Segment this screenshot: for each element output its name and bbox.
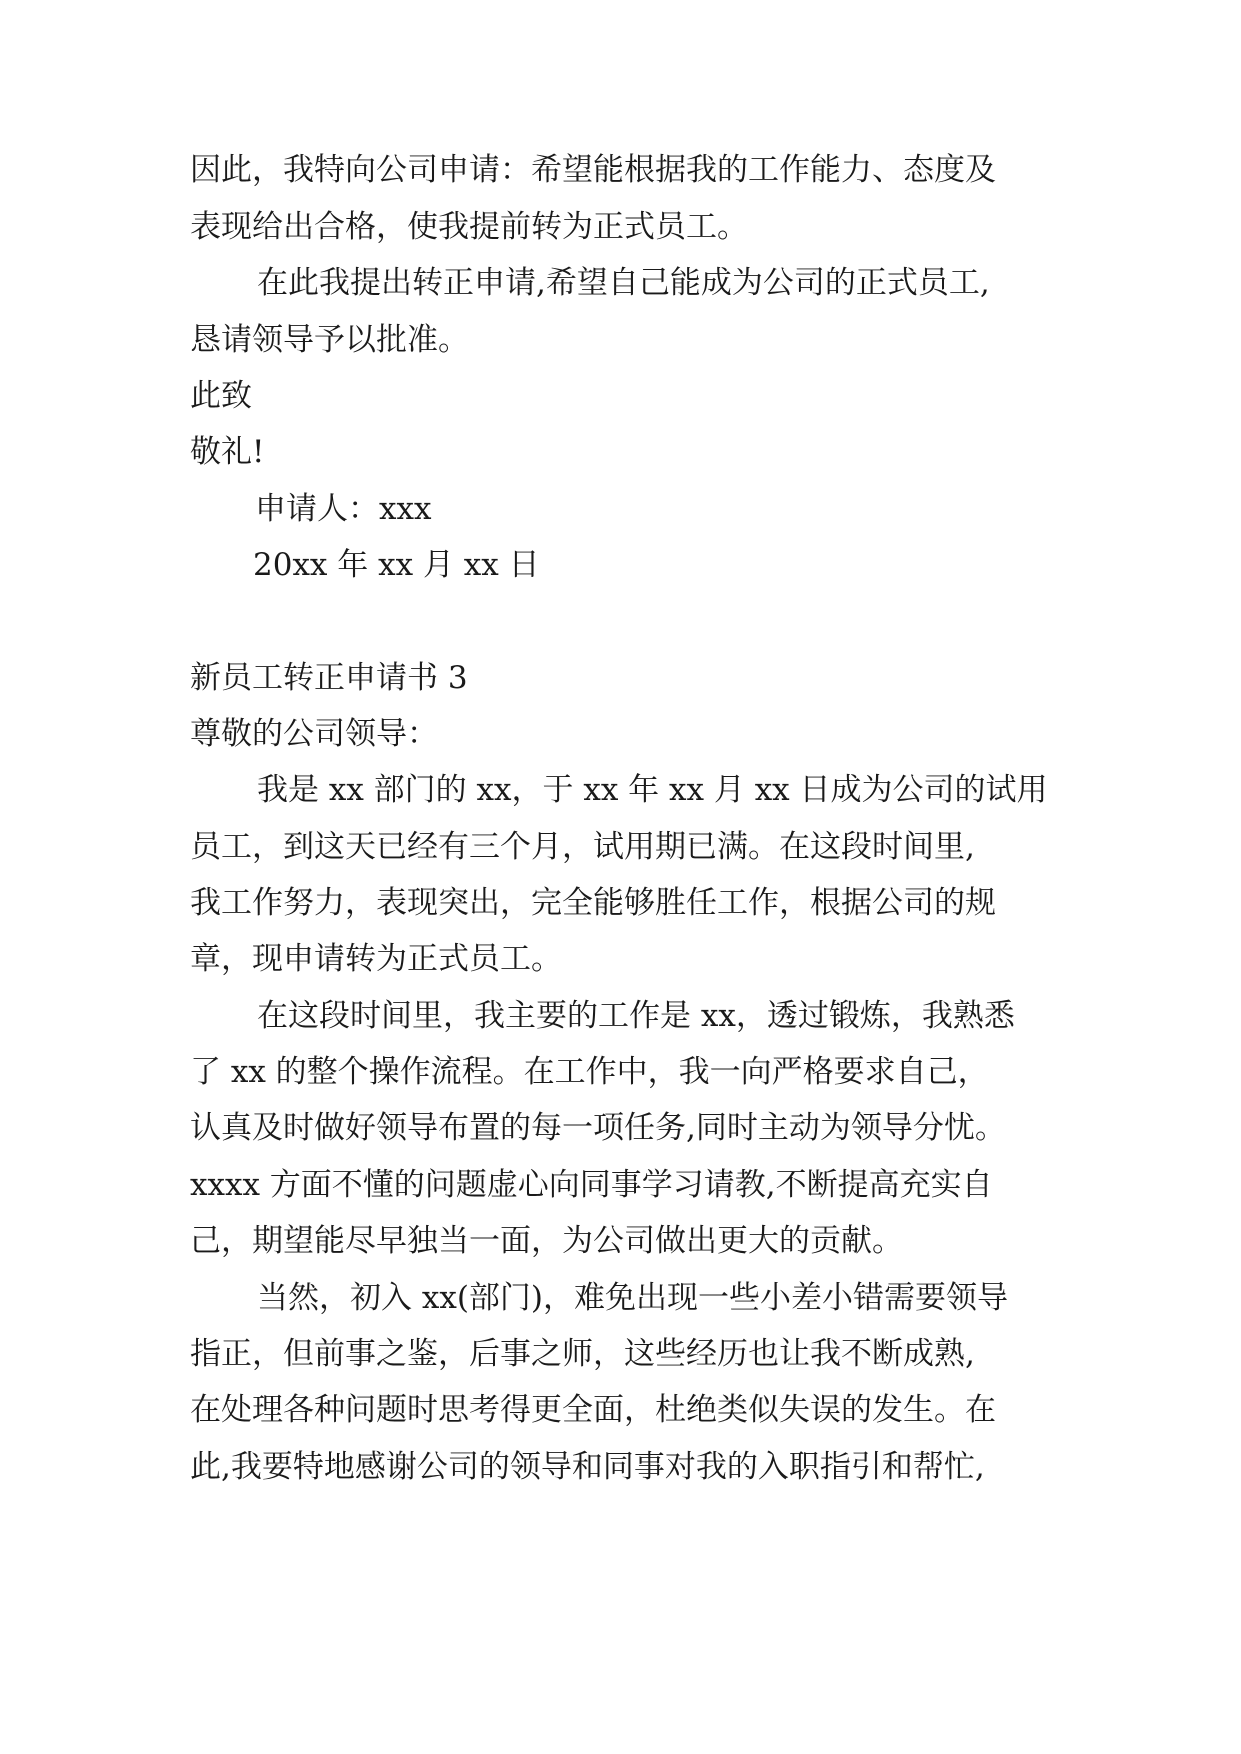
text-line: 此致 — [190, 378, 252, 414]
text-line: 当然，初入 xx(部门)，难免出现一些小差小错需要领导 — [257, 1280, 1009, 1316]
applicant-line: 申请人：xxx — [255, 491, 432, 527]
text-line: 了 xx 的整个操作流程。在工作中，我一向严格要求自己， — [190, 1054, 989, 1090]
text-line: 认真及时做好领导布置的每一项任务,同时主动为领导分忧。 — [190, 1110, 1006, 1146]
salutation: 尊敬的公司领导： — [190, 716, 438, 752]
section-title: 新员工转正申请书 3 — [190, 660, 468, 696]
text-line: 在此我提出转正申请,希望自己能成为公司的正式员工, — [257, 265, 990, 301]
text-line: 敬礼! — [190, 434, 265, 470]
text-line: 指正，但前事之鉴，后事之师，这些经历也让我不断成熟, — [190, 1336, 975, 1372]
text-line: 员工，到这天已经有三个月，试用期已满。在这段时间里, — [190, 829, 975, 865]
text-line: 恳请领导予以批准。 — [190, 322, 469, 358]
text-line: 此,我要特地感谢公司的领导和同事对我的入职指引和帮忙, — [190, 1449, 985, 1485]
text-line: 己，期望能尽早独当一面，为公司做出更大的贡献。 — [190, 1223, 903, 1259]
text-line: 表现给出合格，使我提前转为正式员工。 — [190, 209, 748, 245]
text-line: 我是 xx 部门的 xx，于 xx 年 xx 月 xx 日成为公司的试用 — [257, 772, 1048, 808]
text-line: 在这段时间里，我主要的工作是 xx，透过锻炼，我熟悉 — [257, 998, 1015, 1034]
text-line: xxxx 方面不懂的问题虚心向同事学习请教,不断提高充实自 — [190, 1167, 993, 1203]
text-line: 章，现申请转为正式员工。 — [190, 941, 562, 977]
date-line: 20xx 年 xx 月 xx 日 — [253, 547, 540, 583]
text-line: 我工作努力，表现突出，完全能够胜任工作，根据公司的规 — [190, 885, 996, 921]
text-line: 因此，我特向公司申请：希望能根据我的工作能力、态度及 — [190, 152, 996, 188]
text-line: 在处理各种问题时思考得更全面，杜绝类似失误的发生。在 — [190, 1392, 996, 1428]
